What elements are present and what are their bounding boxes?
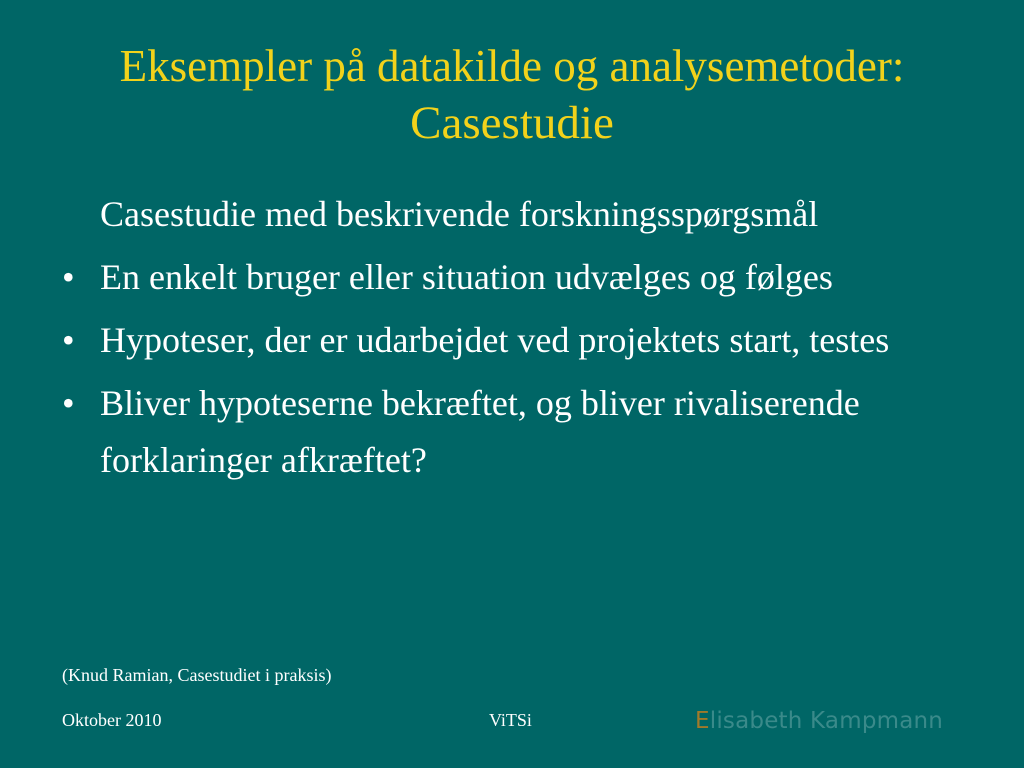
list-item-text: Hypoteser, der er udarbejdet ved projektets start, testes [100,320,890,360]
logo-name: lisabeth Kampmann [709,708,944,734]
list-item [62,312,962,369]
logo-initial: E [695,708,710,734]
list-item-text: Bliver hypoteserne bekræftet, og bliver rivaliserende forklaringer afkræftet? [100,383,860,480]
list-item [62,186,962,243]
citation: (Knud Ramian, Casestudiet i praksis) [62,665,332,685]
list-item-text: En enkelt bruger eller situation udvælges og følges [100,257,833,297]
list-item [62,375,962,489]
slide-title [20,38,1004,152]
author-logo [695,705,943,737]
bullet-list [62,186,962,489]
footer-date: Oktober 2010 [62,710,162,730]
footer-center-text: ViTSi [489,710,532,730]
bullet-marker: • [62,257,75,297]
bullet-marker: • [62,320,75,360]
list-item-text: Casestudie med beskrivende forskningsspørgsmål [100,194,819,234]
title-line-1: Eksempler på datakilde og analysemetoder: [119,41,905,91]
bullet-marker: • [62,383,75,423]
list-item [62,249,962,306]
title-line-2: Casestudie [410,97,614,149]
